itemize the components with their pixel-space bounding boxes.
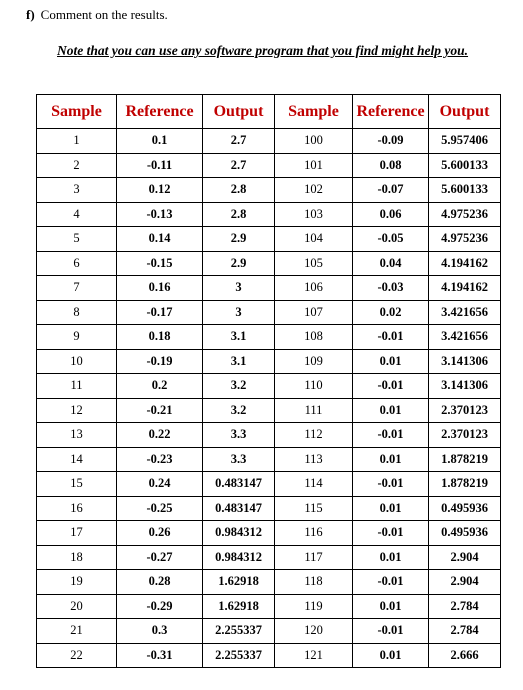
cell-sample-right: 113 [275,447,353,472]
table-row [37,325,501,350]
cell-reference-left: -0.11 [117,153,203,178]
cell-reference-left: 0.24 [117,472,203,497]
cell-reference-left: -0.31 [117,643,203,668]
cell-sample-right: 106 [275,276,353,301]
cell-sample-right: 103 [275,202,353,227]
cell-output-right: 2.370123 [429,398,501,423]
cell-sample-left: 6 [37,251,117,276]
cell-output-left: 3.2 [203,398,275,423]
cell-output-left: 3.3 [203,423,275,448]
cell-reference-right: 0.01 [353,496,429,521]
table-row [37,178,501,203]
cell-output-right: 3.421656 [429,325,501,350]
cell-reference-left: 0.1 [117,129,203,154]
table-row [37,472,501,497]
cell-sample-left: 19 [37,570,117,595]
cell-reference-right: 0.02 [353,300,429,325]
cell-reference-left: -0.19 [117,349,203,374]
table-row [37,643,501,668]
cell-output-right: 1.878219 [429,472,501,497]
cell-output-right: 3.141306 [429,374,501,399]
cell-reference-left: -0.17 [117,300,203,325]
cell-sample-right: 119 [275,594,353,619]
cell-output-right: 2.904 [429,570,501,595]
table-row [37,398,501,423]
cell-output-right: 4.194162 [429,251,501,276]
cell-sample-left: 22 [37,643,117,668]
cell-output-right: 2.784 [429,594,501,619]
cell-reference-right: -0.05 [353,227,429,252]
cell-sample-right: 111 [275,398,353,423]
cell-reference-left: -0.27 [117,545,203,570]
cell-sample-right: 110 [275,374,353,399]
cell-reference-right: -0.01 [353,619,429,644]
table-row [37,545,501,570]
cell-output-left: 2.7 [203,129,275,154]
cell-reference-left: -0.15 [117,251,203,276]
cell-reference-right: -0.01 [353,374,429,399]
cell-reference-right: 0.04 [353,251,429,276]
table-row [37,251,501,276]
cell-reference-left: -0.25 [117,496,203,521]
cell-reference-right: 0.01 [353,643,429,668]
cell-reference-right: 0.01 [353,545,429,570]
cell-sample-left: 15 [37,472,117,497]
cell-sample-right: 109 [275,349,353,374]
cell-sample-right: 116 [275,521,353,546]
cell-output-left: 1.62918 [203,570,275,595]
table-row [37,227,501,252]
cell-output-left: 1.62918 [203,594,275,619]
cell-sample-left: 20 [37,594,117,619]
cell-output-left: 2.9 [203,251,275,276]
cell-reference-left: -0.29 [117,594,203,619]
cell-reference-right: -0.01 [353,521,429,546]
table-row [37,496,501,521]
cell-output-right: 0.495936 [429,521,501,546]
cell-output-left: 0.984312 [203,545,275,570]
cell-output-left: 0.483147 [203,472,275,497]
cell-output-right: 2.370123 [429,423,501,448]
cell-reference-left: 0.28 [117,570,203,595]
data-table [36,94,501,668]
cell-output-left: 0.984312 [203,521,275,546]
cell-sample-left: 11 [37,374,117,399]
cell-reference-left: 0.18 [117,325,203,350]
cell-sample-left: 13 [37,423,117,448]
header-reference-left: Reference [117,95,203,129]
cell-sample-left: 18 [37,545,117,570]
cell-reference-right: 0.01 [353,594,429,619]
cell-output-left: 3.2 [203,374,275,399]
cell-sample-left: 17 [37,521,117,546]
table-row [37,129,501,154]
table-row [37,594,501,619]
cell-sample-left: 3 [37,178,117,203]
table-row [37,521,501,546]
cell-output-right: 5.600133 [429,178,501,203]
cell-sample-left: 2 [37,153,117,178]
cell-output-right: 4.194162 [429,276,501,301]
cell-output-right: 3.141306 [429,349,501,374]
cell-reference-left: -0.13 [117,202,203,227]
table-row [37,423,501,448]
cell-output-left: 3.1 [203,349,275,374]
cell-output-right: 3.421656 [429,300,501,325]
cell-output-right: 4.975236 [429,227,501,252]
cell-output-right: 2.666 [429,643,501,668]
cell-output-right: 5.957406 [429,129,501,154]
cell-reference-right: -0.09 [353,129,429,154]
header-output-right: Output [429,95,501,129]
cell-sample-left: 7 [37,276,117,301]
cell-reference-left: 0.22 [117,423,203,448]
cell-reference-left: 0.2 [117,374,203,399]
cell-output-left: 2.255337 [203,619,275,644]
cell-sample-right: 112 [275,423,353,448]
question-line [26,7,168,23]
question-text: Comment on the results. [40,7,168,22]
table-row [37,619,501,644]
cell-sample-right: 120 [275,619,353,644]
cell-sample-left: 1 [37,129,117,154]
cell-output-right: 5.600133 [429,153,501,178]
cell-sample-right: 108 [275,325,353,350]
header-sample-left: Sample [37,95,117,129]
software-note: Note that you can use any software program that you find might help you. [57,43,469,58]
question-label: f) [26,7,35,22]
cell-sample-right: 105 [275,251,353,276]
header-output-left: Output [203,95,275,129]
cell-sample-right: 107 [275,300,353,325]
cell-reference-right: 0.01 [353,398,429,423]
header-reference-right: Reference [353,95,429,129]
cell-reference-left: 0.16 [117,276,203,301]
cell-sample-left: 16 [37,496,117,521]
cell-output-right: 1.878219 [429,447,501,472]
table-row [37,202,501,227]
cell-reference-left: 0.26 [117,521,203,546]
cell-output-left: 0.483147 [203,496,275,521]
cell-output-left: 2.255337 [203,643,275,668]
cell-reference-left: 0.3 [117,619,203,644]
cell-sample-left: 14 [37,447,117,472]
header-row [37,95,501,129]
cell-sample-left: 8 [37,300,117,325]
cell-sample-right: 114 [275,472,353,497]
cell-reference-right: -0.01 [353,325,429,350]
table-row [37,447,501,472]
cell-output-right: 0.495936 [429,496,501,521]
table-row [37,570,501,595]
cell-sample-right: 102 [275,178,353,203]
cell-reference-left: 0.14 [117,227,203,252]
cell-reference-right: 0.06 [353,202,429,227]
cell-sample-right: 101 [275,153,353,178]
cell-sample-right: 121 [275,643,353,668]
cell-reference-left: -0.21 [117,398,203,423]
cell-sample-right: 118 [275,570,353,595]
cell-sample-right: 115 [275,496,353,521]
cell-output-left: 3.1 [203,325,275,350]
cell-sample-left: 10 [37,349,117,374]
table-row [37,349,501,374]
cell-output-left: 2.8 [203,178,275,203]
cell-output-left: 2.9 [203,227,275,252]
cell-sample-left: 21 [37,619,117,644]
table-row [37,374,501,399]
cell-reference-left: -0.23 [117,447,203,472]
cell-sample-left: 5 [37,227,117,252]
cell-sample-left: 12 [37,398,117,423]
cell-reference-right: -0.07 [353,178,429,203]
table-row [37,300,501,325]
cell-sample-right: 100 [275,129,353,154]
cell-reference-right: 0.01 [353,349,429,374]
cell-output-left: 3 [203,300,275,325]
table-row [37,276,501,301]
cell-output-right: 4.975236 [429,202,501,227]
cell-output-right: 2.904 [429,545,501,570]
cell-sample-right: 104 [275,227,353,252]
cell-output-right: 2.784 [429,619,501,644]
cell-reference-right: -0.01 [353,570,429,595]
cell-output-left: 3.3 [203,447,275,472]
cell-output-left: 2.7 [203,153,275,178]
cell-output-left: 2.8 [203,202,275,227]
cell-reference-right: 0.01 [353,447,429,472]
table-row [37,153,501,178]
cell-sample-left: 9 [37,325,117,350]
header-sample-right: Sample [275,95,353,129]
table-body [37,129,501,668]
cell-output-left: 3 [203,276,275,301]
cell-reference-right: 0.08 [353,153,429,178]
cell-reference-left: 0.12 [117,178,203,203]
cell-reference-right: -0.01 [353,423,429,448]
cell-sample-right: 117 [275,545,353,570]
cell-reference-right: -0.01 [353,472,429,497]
cell-sample-left: 4 [37,202,117,227]
cell-reference-right: -0.03 [353,276,429,301]
